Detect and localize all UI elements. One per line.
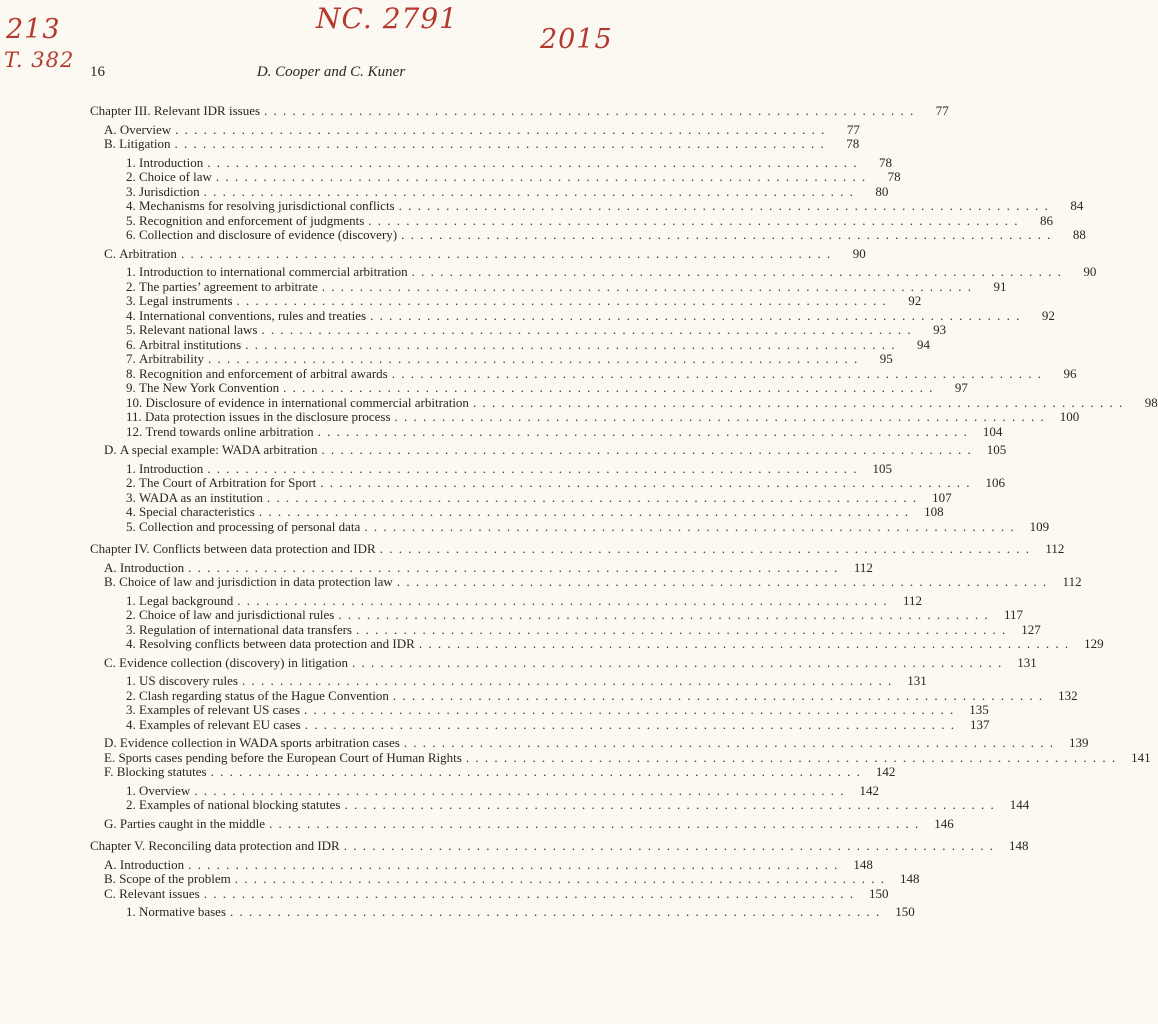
dot-leader [181,247,832,262]
toc-entry-number: 5. [126,518,139,534]
toc-entry-number: A. [104,856,120,872]
dot-leader [230,905,881,920]
dot-leader [322,443,973,458]
toc-entry-title: Parties caught in the middle [119,815,266,831]
toc-entry [90,716,990,733]
toc-entry-number: 1. [126,154,139,170]
handwritten-note: T. 382 [4,48,75,72]
toc-entry-page: 132 [1058,687,1078,703]
toc-entry-number: 4. [126,307,139,323]
toc-entry [90,475,1006,491]
dot-leader [322,280,973,295]
handwritten-note: 213 [6,14,61,45]
dot-leader [188,858,839,873]
toc-entry-number: B. [104,574,120,589]
toc-entry-number: C. [104,245,120,261]
toc-entry [90,559,873,576]
dot-leader [392,367,1043,382]
toc-entry-title: Trend towards online arbitration [145,423,314,439]
toc-entry [90,365,1077,382]
toc-entry-page: 150 [868,885,889,901]
dot-leader [207,156,858,171]
toc-entry [90,154,893,171]
toc-entry-page: 137 [969,716,990,732]
toc-entry-title: Introduction to international commercial arbitration [139,264,408,279]
dot-leader [283,381,934,396]
toc-entry [90,607,1024,623]
toc-entry-page: 112 [853,559,873,575]
toc-entry-page: 88 [1072,227,1086,242]
dot-leader [380,542,1031,557]
toc-entry-title: Evidence collection in WADA sports arbitration cases [119,735,400,750]
dot-leader [466,751,1117,766]
toc-entry-page: 112 [1062,574,1082,589]
toc-entry-title: Introduction [139,460,204,476]
dot-leader [399,199,1050,214]
toc-entry-number: 2. [126,169,139,184]
toc-entry-page: 92 [908,293,922,308]
toc-entry [90,423,1003,440]
toc-entry-title: A special example: WADA arbitration [119,442,318,457]
dot-leader [242,674,893,689]
toc-entry [90,764,896,780]
toc-entry-title: Jurisdiction [139,183,200,199]
toc-entry-page: 94 [916,336,930,352]
toc-entry-number: G. [104,815,120,831]
toc-entry-title: Choice of law and jurisdiction in data protection law [119,574,393,589]
toc-entry-number: 4. [126,504,139,519]
toc-entry-page: 112 [1045,541,1065,556]
toc-entry-title: Arbitration [119,245,177,261]
toc-entry-title: Relevant national laws [139,322,258,337]
dot-leader [304,703,955,718]
toc-entry-title: Collection and processing of personal data [139,518,361,534]
toc-entry-number: C. [104,885,120,901]
toc-entry-number: A. [104,121,120,137]
toc-entry-page: 92 [1041,307,1055,323]
toc-entry-title: Disclosure of evidence in international commercial arbitration [145,394,469,410]
dot-leader [401,228,1052,243]
toc-entry-title: Examples of relevant US cases [139,702,301,717]
toc-entry-number: 3. [126,183,139,199]
toc-entry [90,121,860,138]
toc-entry [90,574,1082,590]
toc-entry-title: Evidence collection (discovery) in litigation [119,654,349,670]
toc-entry-title: Mechanisms for resolving jurisdictional conflicts [139,198,395,213]
dot-leader [269,817,920,832]
toc-entry-page: 135 [969,702,989,717]
toc-entry-page: 112 [902,592,922,608]
toc-entry [90,673,927,689]
toc-entry-page: 129 [1084,636,1104,651]
toc-entry [90,518,1050,535]
toc-entry-number: 6. [126,336,139,352]
dot-leader [395,410,1046,425]
dot-leader [370,309,1021,324]
toc-entry-title: Chapter V. Reconciling data protection and IDR [90,838,340,853]
toc-entry-number: D. [104,735,120,750]
dot-leader [344,798,995,813]
toc-entry [90,307,1055,324]
toc-entry-title: Clash regarding status of the Hague Convention [139,687,389,703]
toc-entry-title: Arbitrability [139,351,204,366]
toc-entry-page: 86 [1040,212,1054,228]
toc-entry-page: 97 [954,380,968,395]
toc-entry-number: B. [104,136,120,151]
toc-entry-number: 1. [126,264,139,279]
dot-leader [204,887,855,902]
dot-leader [175,123,826,138]
toc-entry [90,749,1151,766]
toc-entry-title: Introduction [139,154,204,170]
toc-entry [90,136,860,152]
toc-chapter-entry [90,838,1029,854]
toc-entry-page: 91 [993,278,1007,294]
toc-entry-page: 84 [1070,198,1084,213]
toc-entry-page: 105 [986,442,1007,457]
dot-leader [235,872,886,887]
toc-entry [90,871,920,887]
toc-entry-number: A. [104,559,120,575]
toc-entry-title: Litigation [119,136,171,151]
dot-leader [338,608,989,623]
toc-entry [90,460,893,477]
running-head: D. Cooper and C. Kuner [256,64,406,80]
toc-entry [90,702,989,718]
toc-entry-number: 1. [126,673,139,688]
toc-entry [90,409,1080,425]
toc-entry-page: 131 [907,673,927,688]
toc-entry [90,856,873,873]
dot-leader [368,214,1019,229]
toc-entry-page: 105 [872,460,893,476]
dot-leader [419,637,1070,652]
toc-entry-page: 78 [879,154,893,170]
toc-entry-page: 95 [879,351,893,366]
toc-entry-page: 90 [852,245,866,261]
toc-entry-page: 148 [853,856,873,872]
toc-entry-page: 127 [1021,621,1041,637]
toc-entry-title: Relevant issues [119,885,200,901]
toc-entry-number: B. [104,871,120,886]
toc-entry [90,735,1089,751]
toc-entry-page: 148 [899,871,920,886]
toc-entry-title: Special characteristics [139,504,255,519]
toc-entry-title: Introduction [119,856,185,872]
toc-entry-title: Choice of law and jurisdictional rules [139,607,335,622]
toc-entry-title: US discovery rules [139,673,238,688]
toc-entry [90,394,1158,411]
dot-leader [356,623,1007,638]
toc-entry-page: 117 [1004,607,1024,622]
toc-entry [90,687,1078,704]
toc-entry-number: 12. [126,423,146,439]
table-of-contents [90,103,1158,920]
toc-entry-number: 3. [126,621,139,637]
toc-entry-number: 4. [126,716,139,732]
handwritten-note: 2015 [540,24,613,55]
toc-entry-title: Legal instruments [139,293,233,308]
dot-leader [204,185,855,200]
toc-entry-number: 4. [126,198,139,213]
toc-entry [90,442,1007,458]
dot-leader [264,104,915,119]
toc-entry [90,245,866,262]
toc-entry-number: 3. [126,702,139,717]
toc-entry [90,782,880,799]
toc-entry-title: Regulation of international data transfers [139,621,352,637]
toc-entry-title: The New York Convention [139,380,280,395]
toc-entry [90,336,930,353]
toc-entry-title: Scope of the problem [119,871,231,886]
toc-entry-title: Sports cases pending before the European Court of Human Rights [118,749,462,765]
page-number: 16 [90,64,105,80]
toc-entry [90,815,954,832]
dot-leader [267,491,918,506]
toc-entry-number: 7. [126,351,139,366]
toc-entry-title: Chapter III. Relevant IDR issues [90,103,261,118]
toc-entry [90,264,1097,280]
toc-entry-number: 6. [126,227,139,242]
toc-entry-page: 131 [1017,654,1037,670]
toc-entry-number: 2. [126,278,139,294]
handwritten-note: NC. 2791 [316,2,458,35]
toc-chapter-entry [90,103,949,119]
toc-entry-number: 3. [126,489,139,505]
dot-leader [473,396,1124,411]
toc-entry [90,183,889,200]
toc-entry-page: 78 [846,136,860,151]
toc-entry-title: Resolving conflicts between data protection and IDR [139,636,415,651]
toc-entry-number: 1. [126,460,139,476]
toc-entry-page: 109 [1029,518,1050,534]
dot-leader [344,839,995,854]
toc-entry [90,904,915,920]
toc-entry-number: 2. [126,687,139,703]
dot-leader [364,520,1015,535]
toc-entry [90,489,952,506]
toc-entry-title: Collection and disclosure of evidence (discovery) [139,227,398,242]
toc-entry-number: 9. [126,380,139,395]
toc-entry-title: Data protection issues in the disclosure process [145,409,391,424]
toc-entry-title: Overview [119,121,172,137]
dot-leader [237,594,888,609]
toc-entry-number: 10. [126,394,146,410]
toc-entry [90,322,947,338]
toc-entry-title: Choice of law [139,169,212,184]
dot-leader [305,718,956,733]
toc-entry-number: 2. [126,475,139,490]
toc-entry-page: 144 [1009,797,1030,812]
toc-entry-title: Normative bases [139,904,227,919]
toc-entry-title: Overview [139,782,191,798]
page-header [90,64,572,86]
dot-leader [393,689,1044,704]
toc-entry-page: 142 [875,764,896,779]
toc-entry-page: 78 [887,169,901,184]
toc-entry [90,351,893,367]
toc-entry-number: 4. [126,636,139,651]
toc-entry-number: D. [104,442,120,457]
toc-entry [90,621,1041,638]
toc-entry [90,654,1037,671]
toc-entry-title: International conventions, rules and treaties [139,307,367,323]
toc-entry-number: 8. [126,365,139,381]
dot-leader [208,352,859,367]
dot-leader [188,561,839,576]
toc-entry [90,198,1084,214]
toc-entry-page: 139 [1069,735,1089,750]
dot-leader [318,425,969,440]
toc-entry-title: Blocking statutes [116,764,207,779]
toc-entry [90,592,922,609]
toc-entry [90,885,889,902]
toc-entry-number: 2. [126,607,139,622]
dot-leader [259,505,910,520]
toc-entry-title: Examples of relevant EU cases [139,716,301,732]
toc-entry [90,278,1007,295]
toc-entry [90,797,1030,813]
toc-entry-page: 107 [932,489,952,505]
toc-entry-page: 96 [1063,365,1077,381]
toc-entry [90,636,1104,652]
toc-entry [90,504,944,520]
toc-entry-title: Recognition and enforcement of arbitral awards [139,365,388,381]
toc-entry [90,169,901,185]
toc-entry-page: 142 [859,782,880,798]
toc-entry-title: Examples of national blocking statutes [139,797,341,812]
toc-entry-number: F. [104,764,117,779]
toc-entry-number: 1. [126,592,139,608]
dot-leader [216,170,867,185]
toc-entry-page: 77 [935,103,949,118]
dot-leader [261,323,912,338]
toc-entry-page: 100 [1059,409,1080,424]
toc-entry-page: 150 [895,904,915,919]
dot-leader [194,784,845,799]
dot-leader [397,575,1048,590]
dot-leader [245,338,896,353]
toc-chapter-entry [90,541,1065,557]
toc-entry [90,293,922,309]
toc-entry-number: 1. [126,904,139,919]
dot-leader [412,265,1063,280]
dot-leader [211,765,862,780]
toc-entry-page: 90 [1083,264,1097,279]
toc-entry-title: Legal background [139,592,234,608]
toc-entry [90,380,968,396]
toc-entry-title: Recognition and enforcement of judgments [139,212,365,228]
toc-entry-page: 108 [924,504,944,519]
toc-entry-number: 3. [126,293,139,308]
dot-leader [404,736,1055,751]
toc-entry-number: 11. [126,409,146,424]
toc-entry-number: 2. [126,797,139,812]
dot-leader [207,462,858,477]
toc-entry-title: WADA as an institution [139,489,263,505]
toc-entry-title: Arbitral institutions [139,336,242,352]
toc-entry-page: 146 [934,815,954,831]
toc-entry [90,212,1054,229]
toc-entry-page: 141 [1131,749,1151,765]
toc-entry-number: 5. [126,322,139,337]
toc-entry-title: Introduction [119,559,185,575]
toc-entry-page: 104 [982,423,1003,439]
toc-entry-number: 1. [126,782,139,798]
dot-leader [237,294,888,309]
toc-entry [90,227,1086,243]
dot-leader [320,476,971,491]
toc-entry-page: 148 [1008,838,1029,853]
toc-entry-number: C. [104,654,120,670]
toc-entry-number: 5. [126,212,139,228]
toc-entry-page: 77 [846,121,860,137]
toc-entry-title: Chapter IV. Conflicts between data protection and IDR [90,541,376,556]
dot-leader [174,137,825,152]
toc-entry-number: E. [104,749,119,765]
toc-entry-title: The parties’ agreement to arbitrate [139,278,318,294]
toc-entry-page: 106 [985,475,1006,490]
toc-entry-title: The Court of Arbitration for Sport [139,475,317,490]
toc-entry-page: 98 [1144,394,1158,410]
toc-entry-page: 80 [875,183,889,199]
dot-leader [352,656,1003,671]
toc-entry-page: 93 [933,322,947,337]
